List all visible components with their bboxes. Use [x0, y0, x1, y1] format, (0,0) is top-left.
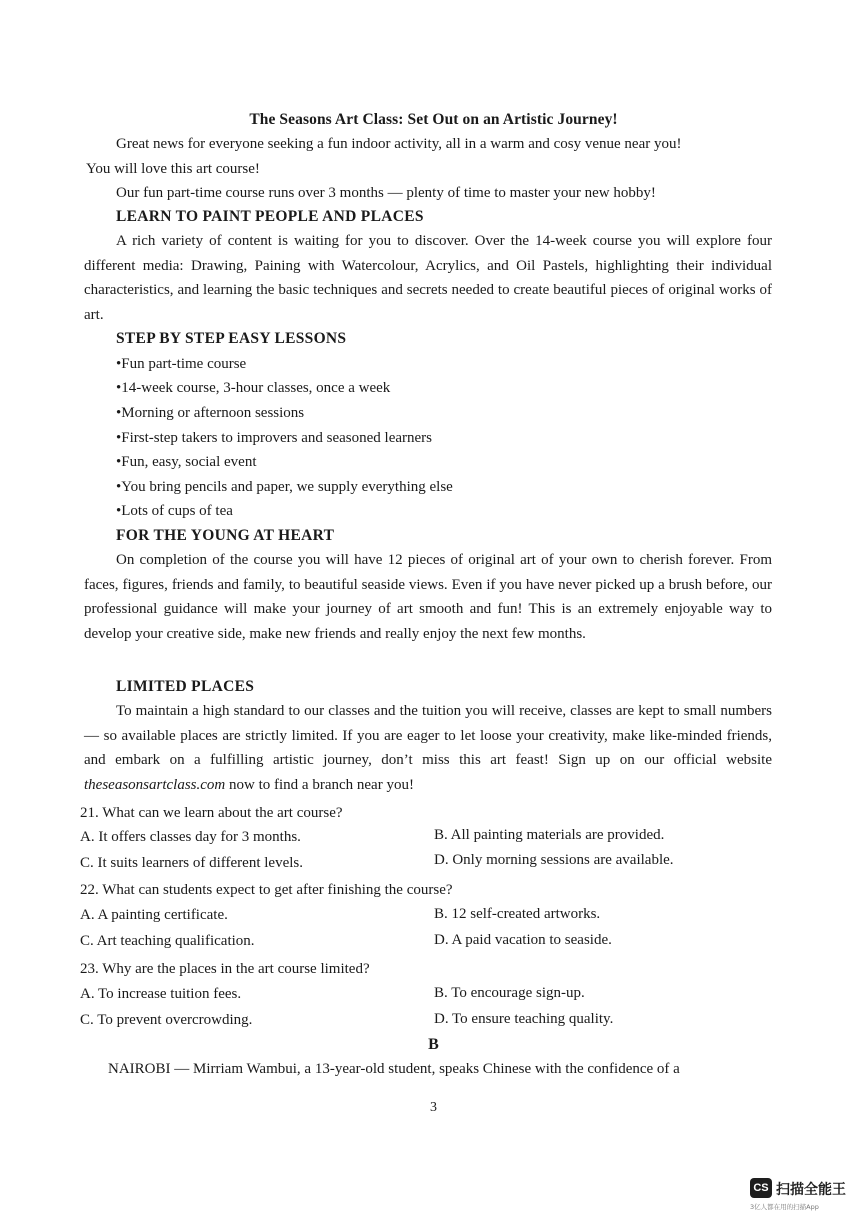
article-title: The Seasons Art Class: Set Out on an Artistic Journey!: [249, 111, 618, 128]
website-link[interactable]: theseasonsartclass.com: [84, 776, 226, 793]
learn-paragraph: A rich variety of content is waiting for you to discover. Over the 14-week course you will explore four different media: Drawing, Paining with Watercolour, Acrylics, and Oil Pastels, highlighting their individual characteristics, and learning the basic techniques and secrets needed to create beautiful pieces of original works of art.: [84, 233, 772, 323]
question-22: 22. What can students expect to get after finishing the course?: [80, 882, 453, 898]
heading-limited: LIMITED PLACES: [116, 678, 255, 695]
camscanner-logo-icon: CS: [750, 1178, 772, 1198]
option-22-b: B. 12 self-created artworks.: [434, 906, 601, 922]
scanner-watermark: [750, 1178, 850, 1218]
heading-learn: LEARN TO PAINT PEOPLE AND PLACES: [116, 208, 424, 225]
bullet-item: •Fun part-time course: [116, 356, 247, 372]
option-23-a: A. To increase tuition fees.: [80, 986, 242, 1002]
intro-line-1: Great news for everyone seeking a fun indoor activity, all in a warm and cosy venue near you!: [116, 136, 682, 152]
bullet-item: •14-week course, 3-hour classes, once a week: [116, 380, 391, 396]
option-21-b: B. All painting materials are provided.: [434, 827, 665, 843]
bullet-item: •You bring pencils and paper, we supply everything else: [116, 479, 453, 495]
option-22-c: C. Art teaching qualification.: [80, 933, 255, 949]
option-21-a: A. It offers classes day for 3 months.: [80, 829, 301, 845]
intro-line-2: You will love this art course!: [86, 161, 260, 177]
page-number: 3: [430, 1100, 437, 1115]
bullet-item: •Fun, easy, social event: [116, 454, 257, 470]
bullet-item: •Morning or afternoon sessions: [116, 405, 305, 421]
watermark-tagline: 3亿人都在用的扫描App: [750, 1203, 819, 1211]
option-23-c: C. To prevent overcrowding.: [80, 1012, 253, 1028]
watermark-name: 扫描全能王: [776, 1182, 846, 1198]
bullet-item: •First-step takers to improvers and seasoned learners: [116, 430, 432, 446]
question-23: 23. Why are the places in the art course limited?: [80, 961, 370, 977]
intro-paragraph-2: Our fun part-time course runs over 3 months — plenty of time to master your new hobby!: [116, 185, 656, 201]
option-22-d: D. A paid vacation to seaside.: [434, 932, 612, 948]
bullet-item: •Lots of cups of tea: [116, 503, 233, 519]
section-b-label: B: [428, 1036, 439, 1053]
option-22-a: A. A painting certificate.: [80, 907, 228, 923]
limited-paragraph: [84, 699, 772, 797]
option-21-c: C. It suits learners of different levels.: [80, 855, 303, 871]
option-23-b: B. To encourage sign-up.: [434, 985, 585, 1001]
young-paragraph: On completion of the course you will have 12 pieces of original art of your own to cherish forever. From faces, figures, friends and family, to beautiful seaside views. Even if you have never picked up a brush before, our professional guidance will make your journey of art smooth and fun! This is an extremely enjoyable way to develop your creative side, make new friends and really enjoy the next few months.: [84, 552, 772, 642]
option-21-d: D. Only morning sessions are available.: [434, 852, 674, 868]
heading-young: FOR THE YOUNG AT HEART: [116, 527, 335, 544]
section-b-first-line: NAIROBI — Mirriam Wambui, a 13-year-old student, speaks Chinese with the confidence of a: [108, 1061, 680, 1077]
option-23-d: D. To ensure teaching quality.: [434, 1011, 614, 1027]
question-21: 21. What can we learn about the art course?: [80, 805, 343, 821]
limited-text-after: now to find a branch near you!: [225, 776, 414, 793]
heading-steps: STEP BY STEP EASY LESSONS: [116, 330, 347, 347]
limited-text-before: To maintain a high standard to our classes and the tuition you will receive, classes are kept to small numbers — so available places are strictly limited. If you are eager to let loose your creativity, make like-minded friends, and embark on a fulfilling artistic journey, don’t miss this art feast! Sign up on our official website: [84, 703, 772, 769]
